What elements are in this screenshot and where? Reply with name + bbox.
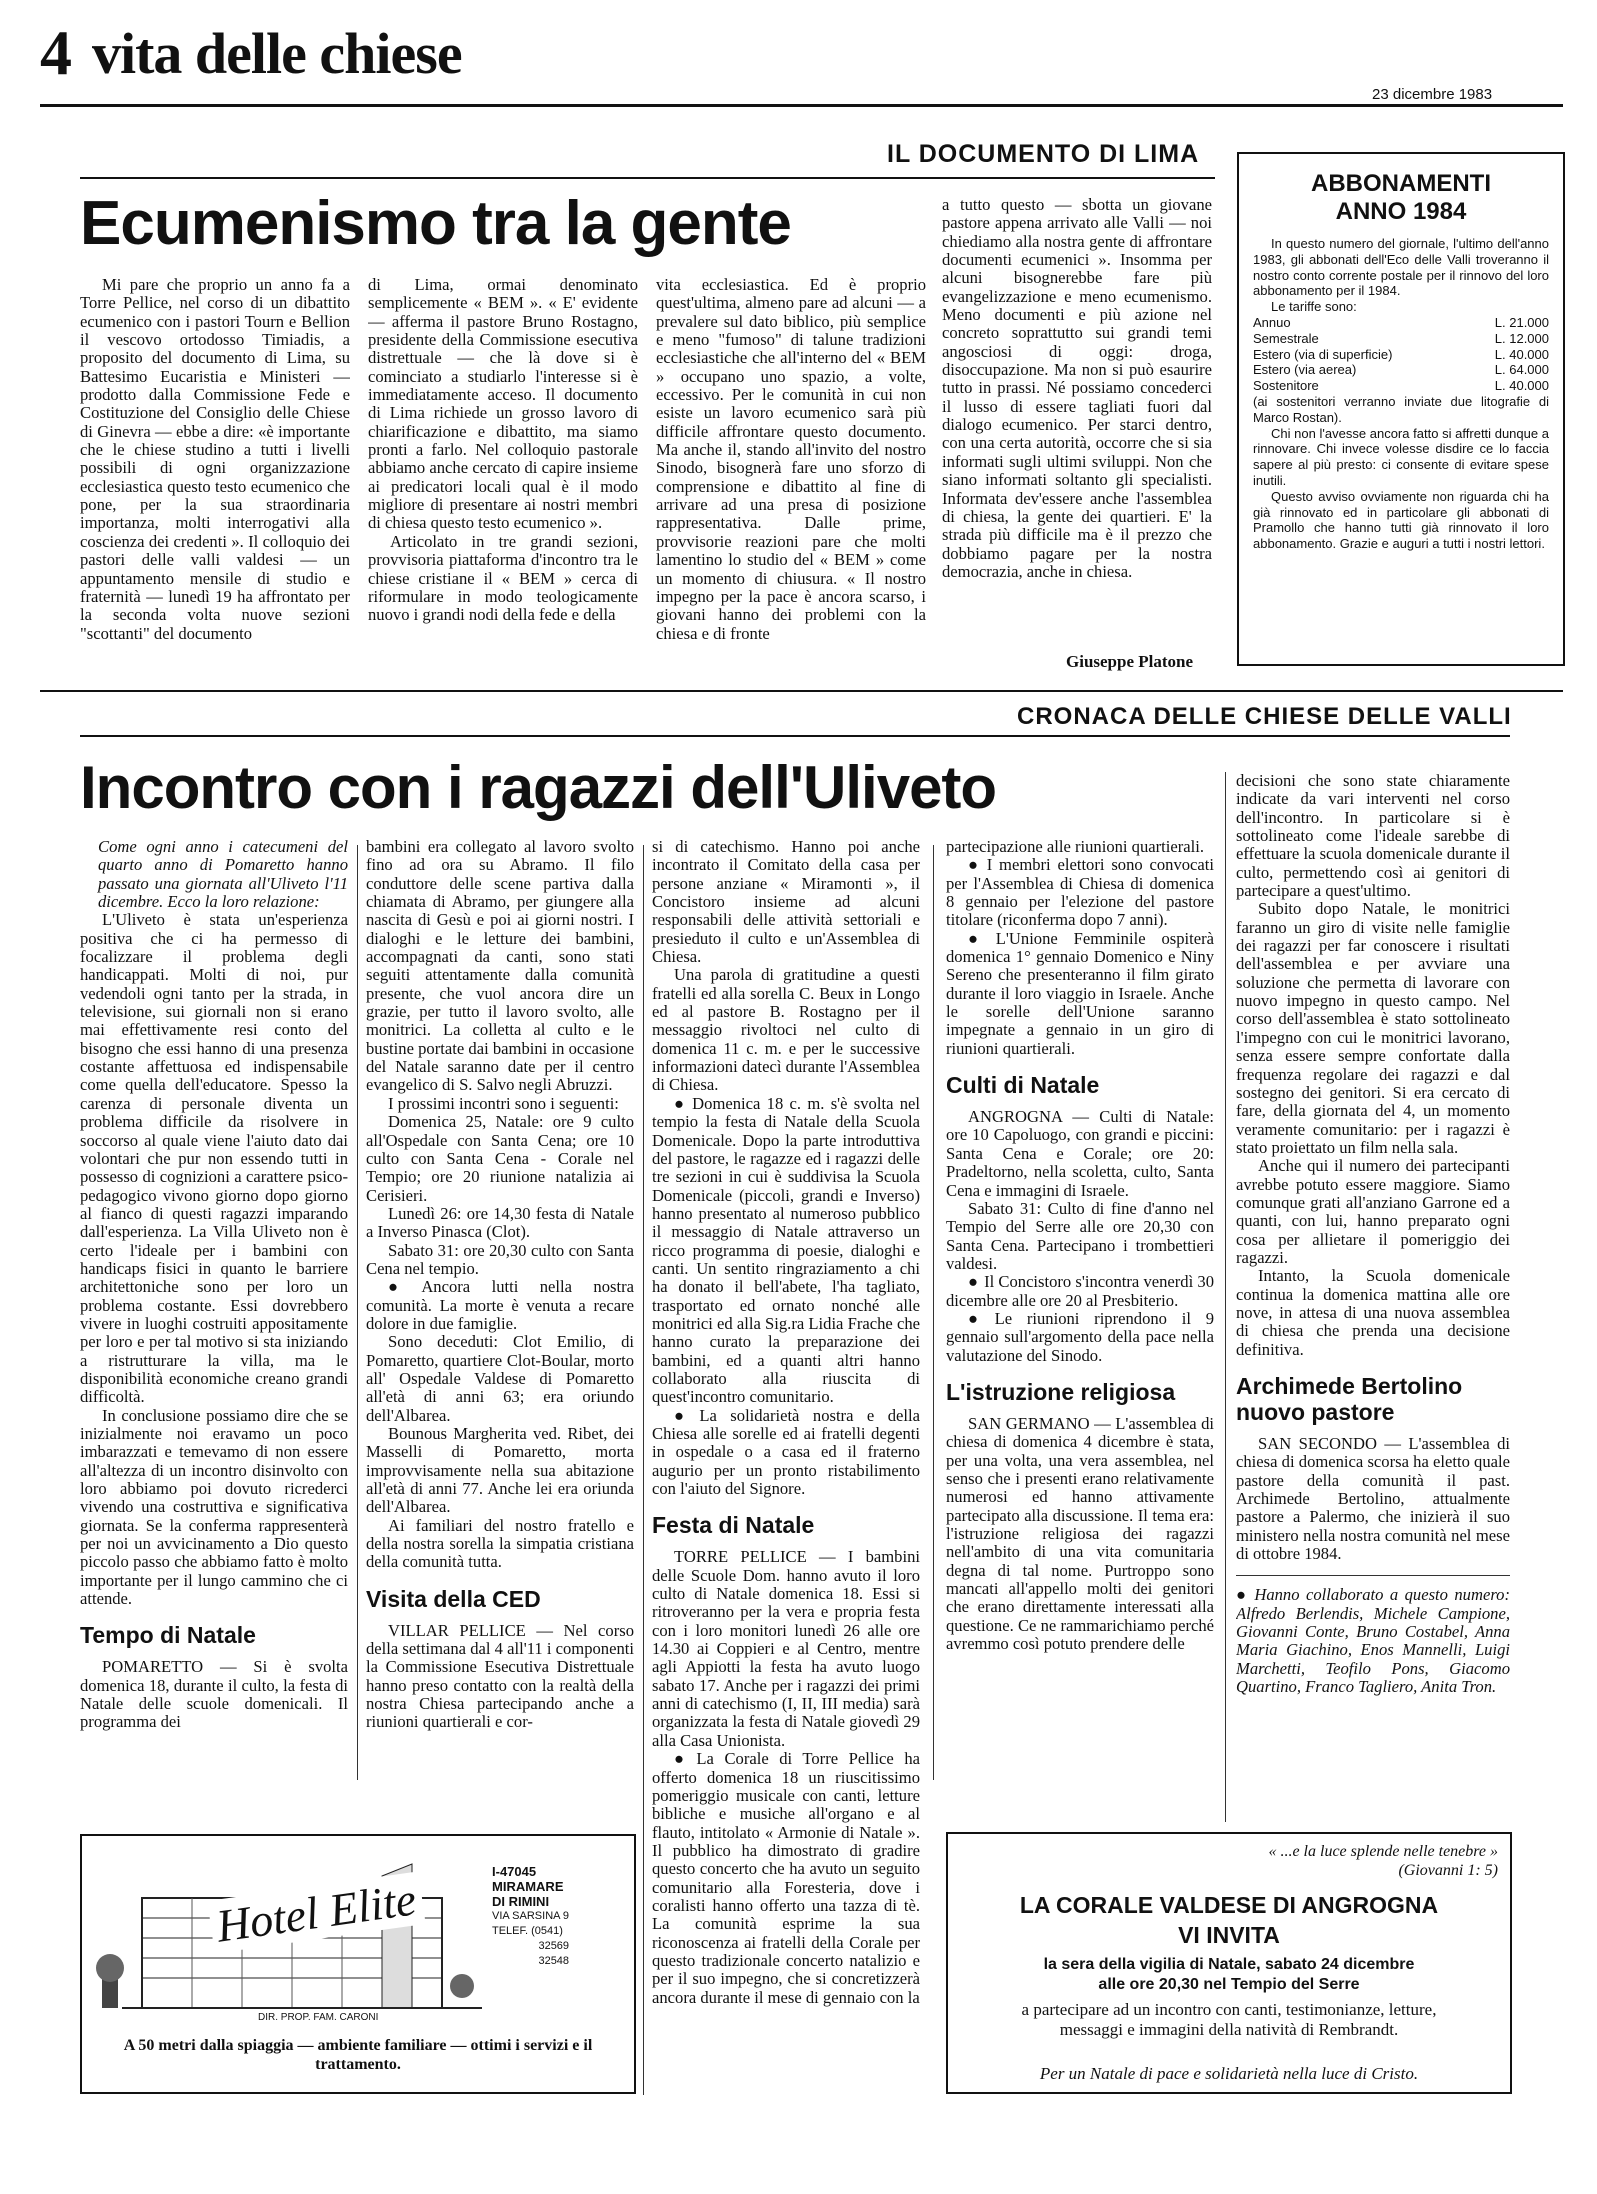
article2-kicker: CRONACA DELLE CHIESE DELLE VALLI <box>1017 703 1512 730</box>
hotel-address: I-47045 MIRAMARE DI RIMINI VIA SARSINA 9 TELEF. (0541) 32569 32548 <box>492 1864 570 1967</box>
rate-row: Annuo L. 21.000 <box>1253 314 1549 330</box>
subscriptions-box <box>1237 152 1565 666</box>
article2-col1: Come ogni anno i catecumeni del quarto anno di Pomaretto hanno passato una giornata all'Uliveto l'11 dicembre. Ecco la loro relazione: L'Uliveto è stata un'esperienza positiva che ci ha permesso di focalizzare il problema degli handicappati. Molti di noi, pur vedendoli ogni tanto per la strada, in televisione, sui giornali non si erano mai effettivamente resi conto del bisogno che essi hanno di una presenza costante affettuosa ed indispensabile come quella dell'educatore. Spesso la carenza di personale diventa un problema difficile da risolvere in soccorso al quale viene l'aiuto dato dai volontari che pur non essendo tutti in possesso di cognizioni a carattere psico-pedagogico vivono giorno dopo giorno al fianco di questi ragazzi imparando dall'esperienza. La Villa Uliveto non è certo l'ideale per i bambini con handicaps fisici in quanto le barriere architettoniche sono per loro un problema costante. Essi dovrebbero vivere in luoghi costruiti appositamente per loro e per tal motivo si sta iniziando a ristrutturare la villa, ma le disponibilità economiche creano grandi difficoltà. In conclusione possiamo dire che se inizialmente noi eravamo un poco imbarazzati e temevamo di non essere all'altezza di un incontro disinvolto con loro abbiamo poi dovuto ricrederci vivendo una costruttiva e significativa giornata. Se la conferma rappresenterà per noi un avvicinamento a Dio questo piccolo passo che abbiamo fatto è molto importante per il lungo cammino che ci attende. Tempo di Natale POMARETTO — Si è svolta domenica 18, durante il culto, la festa di Natale delle scuole domenicali. Il programma dei <box>80 838 348 1732</box>
article1-col3: vita ecclesiastica. Ed è proprio quest'ultima, almeno pare ad alcuni — a prevalere sul dato biblico, più semplice e meno "fumoso" di talune tradizioni ecclesiastiche che all'interno del « BEM » occupano uno spazio, a volte, eccessivo. Per le comunità in cui non esiste un lavoro ecumenico sarà più difficile affrontare questo documento. Ma anche il, stando all'invito del nostro Sinodo, bisognerà fare uno sforzo di comprensione e dibattito al fine di arrivare ad una presa di posizione rappresentativa. Dalle prime, provvisorie reazioni pare che molti lamentino lo studio del « BEM » come un momento di chiusura. « Il nostro impegno per la pace è ancora scarso, i giovani hanno dei problemi con la chiesa e di fronte <box>656 276 926 643</box>
article2-col5: decisioni che sono state chiaramente indicate da vari interventi nel corso dell'incontro. In particolare si è sottolineato come l'ideale sarebbe di effettuare la scuola domenicale durante il culto, permettendo così ai genitori di partecipare a quest'ultimo. Subito dopo Natale, le monitrici faranno un giro di visite nelle famiglie dei ragazzi per far conoscere i risultati dell'assemblea e per avviare una soluzione che permetta di lavorare con nuovo impegno in questo campo. Nel corso dell'assemblea è stato sottolineato l'impegno con cui le monitrici lavorano, senza essere sempre confortate dalla frequenza regolare dei ragazzi e dal sostegno dei genitori. Si era cercato di fare, della giornata del 4, un momento veramente comunitario: per i ragazzi è stato proiettato un film nella sala. Anche qui il numero dei partecipanti avrebbe potuto essere maggiore. Siamo comunque grati all'anziano Garrone ed a quanti, con lui, hanno preparato ogni cosa per allietare il pomeriggio dei ragazzi. Intanto, la Scuola domenicale continua la domenica mattina alle ore nove, in attesa di una nuova assemblea di chiesa che prenda una decisione definitiva. Archimede Bertolino nuovo pastore SAN SECONDO — L'assemblea di chiesa di domenica scorsa ha eletto quale pastore della comunità il past. Archimede Bertolino, attualmente pastore a Palermo, che inizierà il suo ministero nella nostra comunità nel mese di ottobre 1984. ● Hanno collaborato a questo numero: Alfredo Berlendis, Michele Campione, Giovanni Conte, Bruno Costabel, Anna Maria Giachino, Enos Mannelli, Luigi Marchetti, Teofilo Pons, Giacomo Quartino, Franco Tagliero, Anita Tron. <box>1236 772 1510 1822</box>
tempo-heading: Tempo di Natale <box>80 1622 256 1649</box>
article1-col2: di Lima, ormai denominato semplicemente « BEM ». « E' evidente — afferma il pastore Bruno Rostagno, presidente della Commissione esecutiva distrettuale — che là dove si è cominciato a studiarlo l'interesse si è immediatamente acceso. Il documento di Lima richiede un grosso lavoro di chiarificazione e dibattito, ma siamo pronti a farlo. Nel colloquio pastorale abbiamo anche cercato di capire insieme ai predicatori locali qual è il modo migliore di presentare ai nostri membri di chiesa questo testo ecumenico ». Articolato in tre grandi sezioni, provvisoria piattaforma d'incontro tra le chiese cristiane il « BEM » cerca di riformulare in modo teologicamente nuovo i grandi nodi della fede e della <box>368 276 638 625</box>
ced-heading: Visita della CED <box>366 1585 541 1612</box>
archimede-heading: Archimede Bertolino nuovo pastore <box>1236 1373 1463 1425</box>
article2-headline: Incontro con i ragazzi dell'Uliveto <box>80 754 997 821</box>
kicker-rule <box>80 177 1215 179</box>
corale-time: alle ore 20,30 nel Tempio del Serre <box>1098 1976 1360 1993</box>
page-number: 4 <box>40 17 72 88</box>
culti-heading: Culti di Natale <box>946 1072 1100 1099</box>
section-title: vita delle chiese <box>92 21 462 86</box>
corale-date: la sera della vigilia di Natale, sabato 24 dicembre <box>1043 1956 1415 1973</box>
corale-ad <box>946 1832 1512 2094</box>
issue-date: 23 dicembre 1983 <box>1372 86 1493 103</box>
subscriptions-body: In questo numero del giornale, l'ultimo dell'anno 1983, gli abbonati dell'Eco delle Valli troveranno il nostro conto corrente postale per il rinnovo del loro abbonamento per il 1984. Le tariffe sono: Annuo L. 21.000 Semestrale L. 12.000 Estero (via di superficie) L. 40.000 Estero (via aerea) L. 64.000 Sostenitore L. 40.000 (ai sostenitori verranno inviate due litografie di Marco Rostan). Chi non l'avesse ancora fatto si affretti dunque a rinnovare. Chi invece volesse disdire ce lo faccia sapere al più presto: ci consente di evitare spese inutili. Questo avviso ovviamente non riguarda chi ha già rinnovato ed in particolare gli abbonati di Pramollo che hanno tutti già rinnovato il loro abbonamento. Grazie e auguri a tutti i nostri lettori. <box>1253 236 1549 552</box>
hotel-caption: A 50 metri dalla spiaggia — ambiente familiare — ottimi i servizi e il trattamento. <box>123 2037 593 2073</box>
article1-col1: Mi pare che proprio un anno fa a Torre Pellice, nel corso di un dibattito ecumenico con i pastori Tourn e Bellion il vescovo ortodosso Timiadis, a proposito del documento di Lima, su Battesimo Eucaristia e Ministeri — prodotto dalla Commissione Fede e Costituzione del Consiglio delle Chiese di Ginevra — ebbe a dire: «è importante che le chiese studino a tutti i livelli possibili di ogni organizzazione ecclesiastica questo testo ecumenico che pone, per la sua straordinaria importanza, molti interrogativi alla coscienza dei credenti ». Il colloquio dei pastori delle valli valdesi — un appuntamento mensile di studio e fraternità — lunedì 19 ha affrontato per la seconda volta nuove sezioni "scottanti" del documento <box>80 276 350 643</box>
istruzione-heading: L'istruzione religiosa <box>946 1378 1176 1405</box>
festa-heading: Festa di Natale <box>652 1512 815 1539</box>
article2-col3: si di catechismo. Hanno poi anche incontrato il Comitato della casa per persone anziane « Miramonti », il Concistoro insieme ad alcuni responsabili delle attività settoriali e presieduto il culto e un'Assemblea di Chiesa. Una parola di gratitudine a questi fratelli ed alla sorella C. Beux in Longo ed al pastore B. Rostagno per il messaggio rivoltoci nel culto di domenica 11 c. m. e per le successive informazioni datecì durante l'Assemblea di Chiesa. ● Domenica 18 c. m. s'è svolta nel tempio la festa di Natale della Scuola Domenicale. Dopo la parte introduttiva del pastore, le ragazze ed i ragazzi delle tre sezioni in cui è suddivisa la Scuola Domenicale (piccoli, grandi e Inverso) hanno presentato al numeroso pubblico il messaggio di Natale attraverso un ricco programma di poesie, dialoghi e canti. Un sentito ringraziamento a chi ha donato il bell'abete, l'ha tagliato, trasportato ed ornato nonché alle monitrici ed alla Sig.ra Lidia Frache che hanno curato la preparazione dei bambini, ed a quanti altri hanno collaborato alla riuscita di quest'incontro comunitario. ● La solidarietà nostra e della Chiesa alle sorelle ed ai fratelli degenti in ospedale o a casa ed il fraterno augurio per un pronto ristabilimento con l'aiuto del Signore. Festa di Natale TORRE PELLICE — I bambini delle Scuole Dom. hanno avuto il loro culto di Natale domenica 18. Essi si ritroveranno per la vera e propria festa con i loro monitori lunedì 26 alle ore 14.30 ai Coppieri e al Centro, mentre agli Appiotti la festa ha avuto luogo sabato 17. Anche per i ragazzi dei primi anni di catechismo (I, II, III media) sarà organizzata la festa di Natale giovedì 29 alla Casa Unionista. ● La Corale di Torre Pellice ha offerto domenica 18 un riuscitissimo pomeriggio musicale con canti, letture bibliche e musiche all'organo e al flauto, intitolato « Armonie di Natale ». Il pubblico ha dimostrato di gradire questo concerto che ha avuto un seguito comunitario alla Foresteria, dove i coralisti hanno offerto una tazza di tè. La comunità esprime la sua riconoscenza ai fratelli della Corale per questo tradizionale concerto natalizio e per il suo impegno, che si concretizzerà ancora durante il mese di gennaio con la <box>652 838 920 2106</box>
rate-row: Sostenitore L. 40.000 <box>1253 378 1549 394</box>
rate-row: Estero (via aerea) L. 64.000 <box>1253 362 1549 378</box>
subscriptions-title: ABBONAMENTI <box>1311 170 1491 197</box>
article2-col4: partecipazione alle riunioni quartierali. ● I membri elettori sono convocati per l'Assemblea di Chiesa di domenica 8 gennaio per l'elezione del pastore titolare (riconferma dopo 7 anni). ● L'Unione Femminile ospiterà domenica 1° gennaio Domenico e Niny Sereno che presenteranno il film girato durante il loro viaggio in Israele. Anche le sorelle dell'Unione saranno impegnate a gennaio in un giro di riunioni quartierali. Culti di Natale ANGROGNA — Culti di Natale: ore 10 Capoluogo, con grandi e piccini: Santa Cena e Corale; ore 20: Pradeltorno, nella scoletta, culto, Santa Cena e immagini di Israele. Sabato 31: Culto di fine d'anno nel Tempio del Serre alle ore 20,30 con Santa Cena. Partecipano i trombettieri valdesi. ● Il Concistoro s'incontra venerdì 30 dicembre alle ore 20 al Presbiterio. ● Le riunioni riprendono il 9 gennaio sull'argomento della pace nella valutazione del Sinodo. L'istruzione religiosa SAN GERMANO — L'assemblea di chiesa di domenica 4 dicembre è stata, per una volta, una vera assemblea, nel senso che i presenti erano relativamente numerosi ed hanno attivamente partecipato alla discussione. Il tema era: l'istruzione religiosa dei ragazzi nell'ambito di una vita comunitaria degna di tal nome. Purtroppo sono mancati all'appello molti dei genitori che erano direttamente interessati alla questione. Ce ne rammarichiamo perché avremmo così potuto prendere delle <box>946 838 1214 1788</box>
article1-kicker: IL DOCUMENTO DI LIMA <box>887 140 1200 168</box>
article1-headline: Ecumenismo tra la gente <box>80 189 791 258</box>
corale-closing: Per un Natale di pace e solidarietà nella luce di Cristo. <box>1039 2064 1419 2083</box>
subscriptions-year: ANNO 1984 <box>1335 198 1467 225</box>
article1-col4: a tutto questo — sbotta un giovane pastore appena arrivato alle Valli — noi chiediamo alla nostra gente di affrontare documenti ecumenici ». Insomma per alcuni bisognerebbe fare più evangelizzazione e meno ecumenismo. Meno documenti e più azione nel concreto soprattutto sui grandi temi angosciosi di oggi: droga, disoccupazione. Ma non si può esaurire tutto in prassi. Né possiamo concederci il lusso di essere tagliati fuori dal dialogo ecumenico. Per starci dentro, con una certa autorità, occorre che si sia informati sugli ultimi sviluppi. Non che siano informati soltanto gli specialisti. Informata dev'essere anche l'assemblea di chiesa, la gente dei quartieri. E' la strada più difficile ma è il prezzo che dobbiamo pagare per la nostra democrazia, anche in chiesa. <box>942 196 1212 581</box>
corale-quote: « ...e la luce splende nelle tenebre » (Giovanni 1: 5) <box>1268 1843 1498 1879</box>
kicker-rule-2 <box>80 735 1510 737</box>
rate-row: Semestrale L. 12.000 <box>1253 330 1549 346</box>
hotel-sign: Hotel Elite <box>207 1871 425 1953</box>
hotel-owner: DIR. PROP. FAM. CARONI <box>258 2012 379 2023</box>
collaborators: ● Hanno collaborato a questo numero: Alfredo Berlendis, Michele Campione, Giovanni Conte, Bruno Costabel, Anna Maria Giachino, Enos Mannelli, Luigi Marchetti, Teofilo Pons, Giacomo Quartino, Franco Tagliero, Anita Tron. <box>1236 1586 1510 1696</box>
masthead-rule <box>40 104 1563 107</box>
rate-row: Estero (via di superficie) L. 40.000 <box>1253 346 1549 362</box>
corale-title: LA CORALE VALDESE DI ANGROGNA <box>1019 1892 1439 1918</box>
corale-body: a partecipare ad un incontro con canti, testimonianze, letture, messaggi e immagini della natività di Rembrandt. <box>1021 2000 1437 2039</box>
corale-invite: VI INVITA <box>1178 1922 1280 1948</box>
section-rule <box>40 690 1563 692</box>
article2-col2: bambini era collegato al lavoro svolto fino ad ora su Abramo. Il filo conduttore delle scene partiva dalla chiamata di Abramo, per giungere alla nascita di Gesù e poi ai giorni nostri. I dialoghi e le letture dei bambini, accompagnati da canti, sono stati seguiti attentamente dalla comunità presente, che vuol ancora dire un grazie, per tutto il lavoro svolto, alle monitrici. La colletta al culto e le bustine portate dai bambini in occasione del Natale saranno date per il centro evangelico di S. Salvo negli Abruzzi. I prossimi incontri sono i seguenti: Domenica 25, Natale: ore 9 culto all'Ospedale con Santa Cena; ore 10 culto con Santa Cena - Corale nel Tempio; ore 20 riunione natalizia ai Cerisieri. Lunedì 26: ore 14,30 festa di Natale a Inverso Pinasca (Clot). Sabato 31: ore 20,30 culto con Santa Cena nel tempio. ● Ancora lutti nella nostra comunità. La morte è venuta a recare dolore in due famiglie. Sono deceduti: Clot Emilio, di Pomaretto, quartiere Clot-Boular, morto all' Ospedale Valdese di Pomaretto all'età di anni 63; era oriundo dell'Albarea. Bounous Margherita ved. Ribet, dei Masselli di Pomaretto, morta improvvisamente nella sua abitazione all'età di anni 77. Anche lei era oriunda dell'Albarea. Ai familiari del nostro fratello e della nostra sorella la simpatia cristiana della comunità tutta. Visita della CED VILLAR PELLICE — Nel corso della settimana dal 4 all'11 i componenti la Commissione Esecutiva Distrettuale hanno preso contatto con la realtà della nostra Chiesa partecipando anche a riunioni quartierali e cor- <box>366 838 634 1788</box>
hotel-ad <box>80 1834 636 2094</box>
article1-byline: Giuseppe Platone <box>1066 652 1194 671</box>
